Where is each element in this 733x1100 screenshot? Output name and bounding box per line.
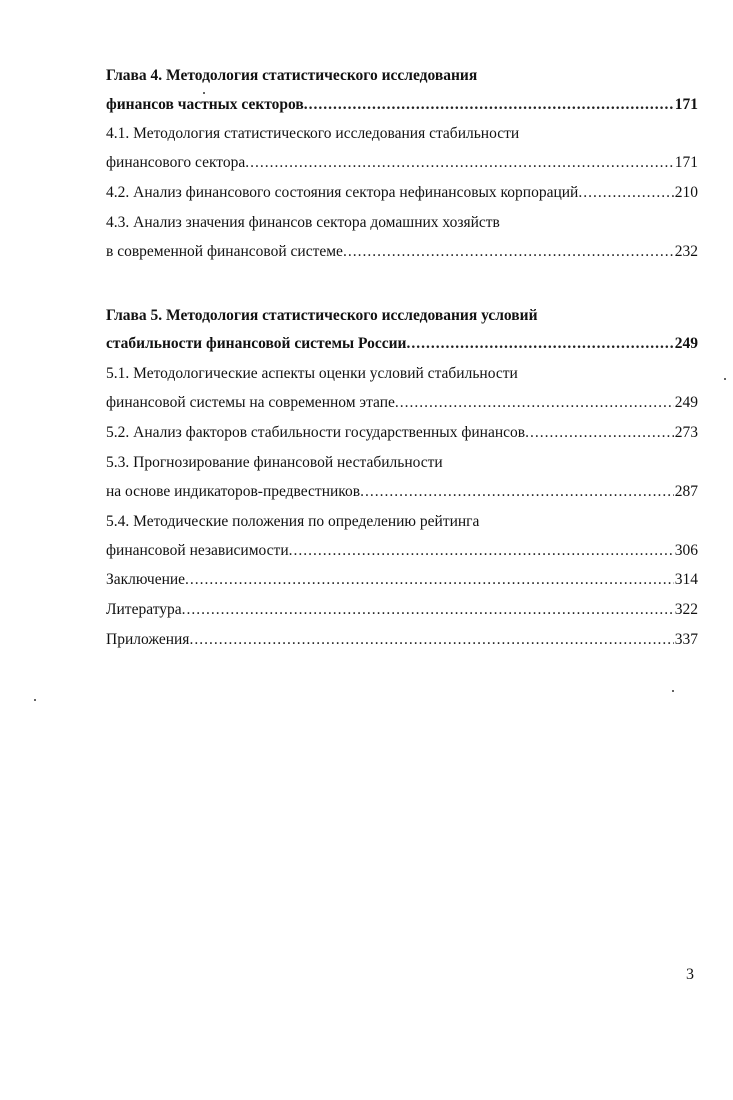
literature-page: 322: [674, 601, 698, 618]
dot-leader: [182, 598, 674, 622]
scan-speck: [672, 690, 674, 692]
chapter-4-title-cont: финансов частных секторов: [106, 96, 304, 113]
chapter-4-entry[interactable]: [106, 93, 698, 117]
literature-entry[interactable]: [106, 598, 698, 622]
dot-leader: [395, 391, 674, 415]
appendices-page: 337: [674, 631, 698, 648]
page-number: 3: [686, 966, 694, 983]
section-5-3-title: 5.3. Прогнозирование финансовой нестабильности: [106, 454, 443, 471]
section-4-3-title-cont: в современной финансовой системе: [106, 243, 343, 260]
section-5-4-title: 5.4. Методические положения по определению рейтинга: [106, 513, 480, 530]
dot-leader: [245, 151, 674, 175]
section-5-1-title-cont: финансовой системы на современном этапе: [106, 394, 395, 411]
section-5-3-title-cont: на основе индикаторов-предвестников: [106, 483, 361, 500]
dot-leader: [360, 480, 674, 504]
literature-title: Литература: [106, 601, 182, 618]
section-4-1-title: 4.1. Методология статистического исследования стабильности: [106, 125, 520, 142]
section-5-4-page: 306: [674, 542, 698, 559]
section-5-1-page: 249: [674, 394, 698, 411]
dot-leader: [343, 240, 674, 264]
chapter-5-title-cont: стабильности финансовой системы России: [106, 335, 407, 352]
dot-leader: [578, 181, 673, 205]
section-5-2-entry[interactable]: [106, 421, 698, 445]
section-5-1-title: 5.1. Методологические аспекты оценки условий стабильности: [106, 365, 518, 382]
dot-leader: [407, 332, 674, 356]
dot-leader: [289, 539, 674, 563]
section-5-2-page: 273: [674, 424, 698, 441]
section-4-1-page: 171: [674, 154, 698, 171]
dot-leader: [189, 628, 673, 652]
dot-leader: [304, 93, 674, 117]
section-5-4-title-cont: финансовой независимости: [106, 542, 289, 559]
chapter-4-page: 171: [674, 96, 698, 113]
section-5-2-title: 5.2. Анализ факторов стабильности государственных финансов: [106, 424, 526, 441]
conclusion-page: 314: [674, 571, 698, 588]
scan-speck: [34, 699, 36, 701]
appendices-entry[interactable]: [106, 628, 698, 652]
chapter-5-entry[interactable]: [106, 332, 698, 356]
dot-leader: [185, 568, 674, 592]
section-4-1-entry[interactable]: [106, 151, 698, 175]
section-4-2-entry[interactable]: [106, 181, 698, 205]
dot-leader: [525, 421, 674, 445]
appendices-title: Приложения: [106, 631, 190, 648]
chapter-5-page: 249: [674, 335, 698, 352]
scan-speck: [724, 378, 726, 380]
conclusion-entry[interactable]: [106, 568, 698, 592]
section-5-3-page: 287: [674, 483, 698, 500]
section-4-3-page: 232: [674, 243, 698, 260]
section-4-2-title: 4.2. Анализ финансового состояния сектора нефинансовых корпораций: [106, 184, 579, 201]
section-4-3-title: 4.3. Анализ значения финансов сектора домашних хозяйств: [106, 214, 500, 231]
chapter-5-title: Глава 5. Методология статистического исследования условий: [106, 307, 538, 324]
section-4-3-entry[interactable]: [106, 240, 698, 264]
section-4-1-title-cont: финансового сектора: [106, 154, 246, 171]
section-5-3-entry[interactable]: [106, 480, 698, 504]
section-5-4-entry[interactable]: [106, 539, 698, 563]
conclusion-title: Заключение: [106, 571, 186, 588]
scan-speck: [203, 92, 205, 94]
chapter-4-title: Глава 4. Методология статистического исследования: [106, 67, 478, 84]
section-4-2-page: 210: [674, 184, 698, 201]
section-5-1-entry[interactable]: [106, 391, 698, 415]
